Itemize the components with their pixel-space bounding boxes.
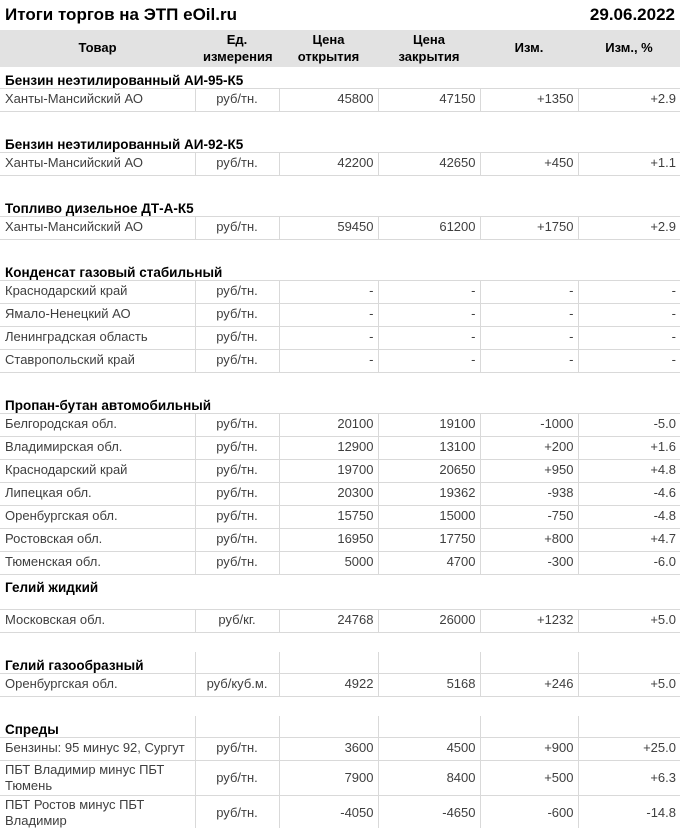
table-row [0, 505, 680, 528]
change-cell: - [480, 280, 578, 303]
empty-cell [378, 652, 480, 673]
change-cell: -750 [480, 505, 578, 528]
product-region: Оренбургская обл. [0, 673, 195, 696]
page-title: Итоги торгов на ЭТП eOil.ru [5, 5, 237, 24]
change-cell: - [480, 303, 578, 326]
table-row [0, 528, 680, 551]
close-price-cell: 19100 [378, 413, 480, 436]
change-pct-cell: -4.6 [578, 482, 680, 505]
close-price-cell: 8400 [378, 760, 480, 796]
section-title: Спреды [0, 716, 195, 737]
col-header-product: Товар [0, 30, 195, 67]
close-price-cell: - [378, 280, 480, 303]
product-region: Тюменская обл. [0, 551, 195, 574]
section-header-row [0, 574, 680, 595]
close-price-cell: - [378, 326, 480, 349]
change-pct-cell: +6.3 [578, 760, 680, 796]
close-price-cell: 47150 [378, 88, 480, 111]
empty-cell [195, 652, 279, 673]
change-cell: +500 [480, 760, 578, 796]
product-region: Владимирская обл. [0, 436, 195, 459]
table-row [0, 760, 680, 796]
close-price-cell: 17750 [378, 528, 480, 551]
spacer-row [0, 696, 680, 716]
unit-cell: руб/тн. [195, 326, 279, 349]
change-cell: +246 [480, 673, 578, 696]
close-price-cell: 4700 [378, 551, 480, 574]
table-row [0, 459, 680, 482]
unit-cell: руб/тн. [195, 152, 279, 175]
open-price-cell: 7900 [279, 760, 378, 796]
titlebar [0, 0, 680, 30]
table-row [0, 436, 680, 459]
open-price-cell: - [279, 349, 378, 372]
close-price-cell: -4650 [378, 796, 480, 828]
table-row [0, 88, 680, 111]
open-price-cell: -4050 [279, 796, 378, 828]
change-pct-cell: +5.0 [578, 609, 680, 632]
product-region: Ставропольский край [0, 349, 195, 372]
change-cell: +900 [480, 737, 578, 760]
spacer-row [0, 111, 680, 131]
change-cell: -600 [480, 796, 578, 828]
change-cell: +200 [480, 436, 578, 459]
open-price-cell: - [279, 280, 378, 303]
empty-cell [480, 652, 578, 673]
section-header-row [0, 259, 680, 280]
unit-cell: руб/тн. [195, 482, 279, 505]
table-row [0, 482, 680, 505]
open-price-cell: 45800 [279, 88, 378, 111]
table-row [0, 349, 680, 372]
open-price-cell: 42200 [279, 152, 378, 175]
product-region: Московская обл. [0, 609, 195, 632]
unit-cell: руб/тн. [195, 737, 279, 760]
close-price-cell: 42650 [378, 152, 480, 175]
product-region: Краснодарский край [0, 459, 195, 482]
product-region: Белгородская обл. [0, 413, 195, 436]
table-row [0, 216, 680, 239]
product-region: Ханты-Мансийский АО [0, 216, 195, 239]
unit-cell: руб/тн. [195, 459, 279, 482]
change-pct-cell: +25.0 [578, 737, 680, 760]
change-cell: -938 [480, 482, 578, 505]
change-pct-cell: +1.6 [578, 436, 680, 459]
section-header-row [0, 392, 680, 413]
product-region: Ханты-Мансийский АО [0, 88, 195, 111]
change-pct-cell: +2.9 [578, 88, 680, 111]
close-price-cell: 19362 [378, 482, 480, 505]
change-cell: - [480, 349, 578, 372]
unit-cell: руб/тн. [195, 796, 279, 828]
section-header-row [0, 195, 680, 216]
unit-cell: руб/тн. [195, 505, 279, 528]
change-pct-cell: +1.1 [578, 152, 680, 175]
section-header-row [0, 67, 680, 88]
change-pct-cell: - [578, 303, 680, 326]
change-pct-cell: - [578, 349, 680, 372]
close-price-cell: - [378, 349, 480, 372]
table-row [0, 609, 680, 632]
section-title: Гелий жидкий [5, 580, 99, 595]
spacer-row [0, 239, 680, 259]
unit-cell: руб/тн. [195, 216, 279, 239]
empty-row [0, 595, 680, 609]
unit-cell: руб/тн. [195, 413, 279, 436]
column-header-row [0, 30, 680, 67]
table-row [0, 737, 680, 760]
change-cell: +1232 [480, 609, 578, 632]
change-pct-cell: - [578, 326, 680, 349]
section-header-row [0, 131, 680, 152]
change-cell: -300 [480, 551, 578, 574]
unit-cell: руб/тн. [195, 436, 279, 459]
table-row [0, 551, 680, 574]
close-price-cell: 4500 [378, 737, 480, 760]
change-pct-cell: -5.0 [578, 413, 680, 436]
change-pct-cell: +4.8 [578, 459, 680, 482]
product-region: ПБТ Ростов минус ПБТ Владимир [0, 796, 195, 828]
report-date: 29.06.2022 [589, 5, 675, 24]
change-pct-cell: - [578, 280, 680, 303]
change-cell: +1350 [480, 88, 578, 111]
open-price-cell: 59450 [279, 216, 378, 239]
section-title: Гелий газообразный [0, 652, 195, 673]
open-price-cell: 20300 [279, 482, 378, 505]
empty-cell [578, 716, 680, 737]
open-price-cell: 3600 [279, 737, 378, 760]
unit-cell: руб/тн. [195, 88, 279, 111]
table-row [0, 796, 680, 828]
change-cell: +950 [480, 459, 578, 482]
product-region: Ханты-Мансийский АО [0, 152, 195, 175]
unit-cell: руб/тн. [195, 551, 279, 574]
product-region: Бензины: 95 минус 92, Сургут [0, 737, 195, 760]
trades-table [0, 30, 680, 828]
product-region: Липецкая обл. [0, 482, 195, 505]
open-price-cell: - [279, 303, 378, 326]
product-region: Ростовская обл. [0, 528, 195, 551]
section-title: Бензин неэтилированный АИ-92-К5 [5, 136, 244, 152]
open-price-cell: 16950 [279, 528, 378, 551]
unit-cell: руб/тн. [195, 760, 279, 796]
empty-cell [578, 652, 680, 673]
change-pct-cell: +2.9 [578, 216, 680, 239]
product-region: Ямало-Ненецкий АО [0, 303, 195, 326]
product-region: Оренбургская обл. [0, 505, 195, 528]
close-price-cell: 15000 [378, 505, 480, 528]
close-price-cell: 20650 [378, 459, 480, 482]
open-price-cell: 4922 [279, 673, 378, 696]
spacer-row [0, 632, 680, 652]
table-row [0, 326, 680, 349]
unit-cell: руб/кг. [195, 609, 279, 632]
product-region: ПБТ Владимир минус ПБТ Тюмень [0, 760, 195, 796]
table-row [0, 303, 680, 326]
empty-cell [378, 716, 480, 737]
empty-cell [279, 716, 378, 737]
col-header-change-pct: Изм., % [578, 30, 680, 67]
open-price-cell: 5000 [279, 551, 378, 574]
close-price-cell: 61200 [378, 216, 480, 239]
change-pct-cell: +5.0 [578, 673, 680, 696]
table-row [0, 280, 680, 303]
section-title: Топливо дизельное ДТ-А-К5 [5, 200, 194, 216]
change-cell: +450 [480, 152, 578, 175]
close-price-cell: 13100 [378, 436, 480, 459]
change-cell: -1000 [480, 413, 578, 436]
change-pct-cell: +4.7 [578, 528, 680, 551]
close-price-cell: 5168 [378, 673, 480, 696]
unit-cell: руб/тн. [195, 349, 279, 372]
section-title: Конденсат газовый стабильный [5, 264, 223, 280]
unit-cell: руб/тн. [195, 280, 279, 303]
change-cell: +800 [480, 528, 578, 551]
section-title: Бензин неэтилированный АИ-95-К5 [5, 72, 244, 88]
change-pct-cell: -6.0 [578, 551, 680, 574]
change-pct-cell: -14.8 [578, 796, 680, 828]
empty-cell [279, 652, 378, 673]
open-price-cell: 12900 [279, 436, 378, 459]
close-price-cell: 26000 [378, 609, 480, 632]
unit-cell: руб/куб.м. [195, 673, 279, 696]
open-price-cell: 20100 [279, 413, 378, 436]
col-header-close: Цена закрытия [378, 30, 480, 67]
table-row [0, 673, 680, 696]
spacer-row [0, 175, 680, 195]
product-region: Краснодарский край [0, 280, 195, 303]
spacer-row [0, 372, 680, 392]
col-header-open: Цена открытия [279, 30, 378, 67]
open-price-cell: 19700 [279, 459, 378, 482]
unit-cell: руб/тн. [195, 528, 279, 551]
table-row [0, 413, 680, 436]
col-header-unit: Ед. измерения [195, 30, 279, 67]
change-cell: - [480, 326, 578, 349]
change-pct-cell: -4.8 [578, 505, 680, 528]
open-price-cell: - [279, 326, 378, 349]
open-price-cell: 15750 [279, 505, 378, 528]
open-price-cell: 24768 [279, 609, 378, 632]
product-region: Ленинградская область [0, 326, 195, 349]
close-price-cell: - [378, 303, 480, 326]
section-header-row [0, 652, 680, 673]
empty-cell [480, 716, 578, 737]
empty-cell [195, 716, 279, 737]
section-header-row [0, 716, 680, 737]
unit-cell: руб/тн. [195, 303, 279, 326]
change-cell: +1750 [480, 216, 578, 239]
table-row [0, 152, 680, 175]
col-header-change: Изм. [480, 30, 578, 67]
section-title: Пропан-бутан автомобильный [5, 397, 212, 413]
